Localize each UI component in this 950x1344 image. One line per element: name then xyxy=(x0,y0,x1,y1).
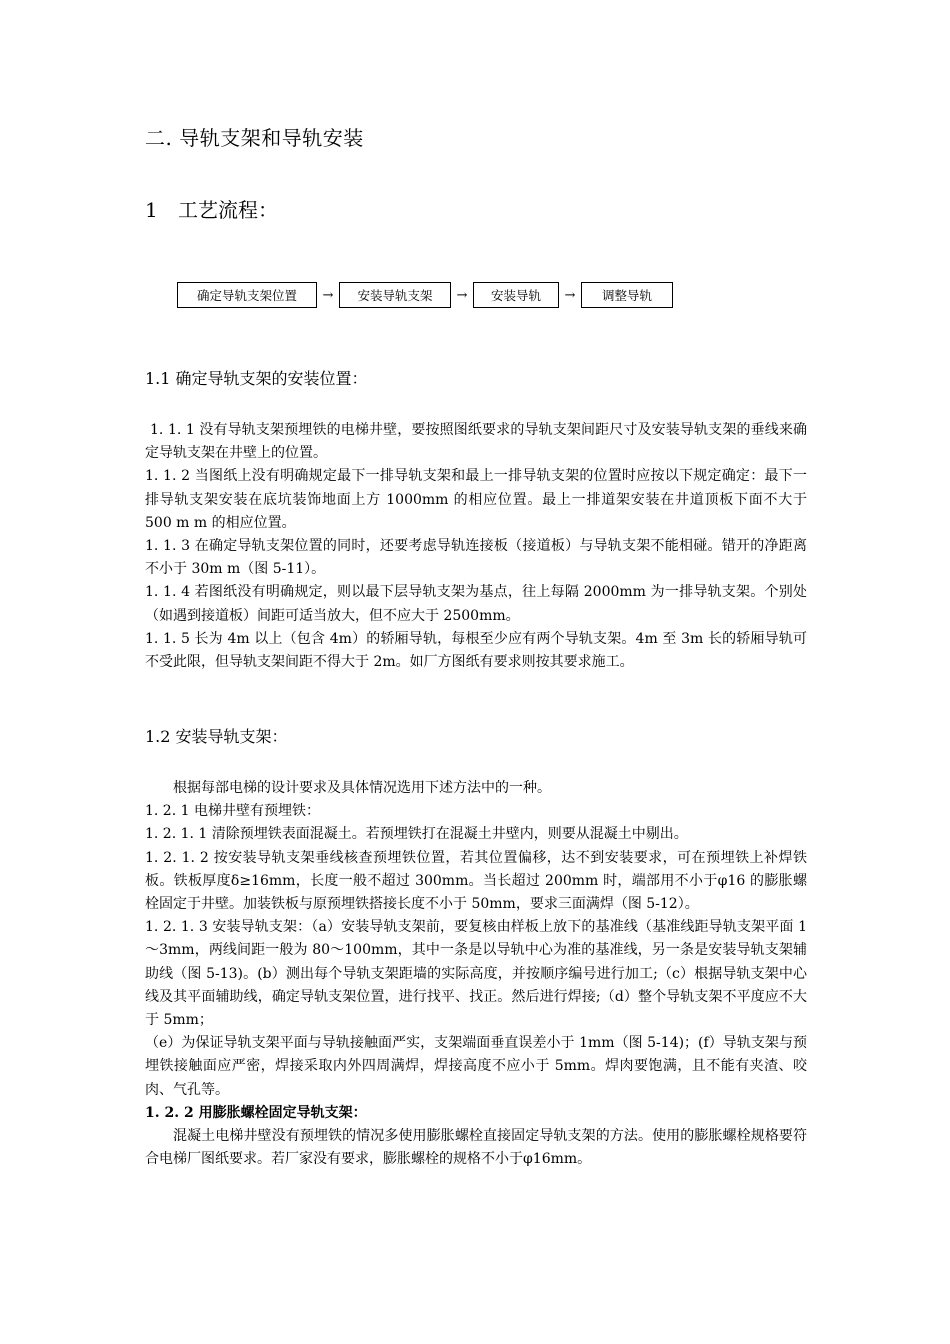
paragraph-1-1-4: 1. 1. 4 若图纸没有明确规定，则以最下层导轨支架为基点，往上每隔 2000mm 为一排导轨支架。个别处（如遇到接道板）间距可适当放大，但不应大于 2500mm。 xyxy=(145,584,807,624)
flow-arrow-3: → xyxy=(564,287,576,303)
flow-step-1: 确定导轨支架位置 xyxy=(177,282,317,308)
subsection-title xyxy=(145,194,278,223)
paragraph-1-1-3: 1. 1. 3 在确定导轨支架位置的同时，还要考虑导轨连接板（接道板）与导轨支架不能相碰。错开的净距离不小于 30m m（图 5-11）。 xyxy=(145,538,807,578)
heading-1-2: 1.2 安装导轨支架： xyxy=(145,727,288,746)
paragraph-1-1-5: 1. 1. 5 长为 4m 以上（包含 4m）的轿厢导轨，每根至少应有两个导轨支架。4m 至 3m 长的轿厢导轨可不受此限，但导轨支架间距不得大于 2m。如厂方图纸有要求则按其要求施工。 xyxy=(145,630,807,671)
paragraph-1-2-1-3-e: （e）为保证导轨支架平面与导轨接触面严实，支架端面垂直误差小于 1mm（图 5-14)；(f）导轨支架与预埋铁接触面应严密，焊接采取内外四周满焊，焊接高度不应小于 5mm。焊肉要饱满，且不能有夹渣、咬肉、气孔等。 xyxy=(145,1035,807,1098)
section-title: 二. 导轨支架和导轨安装 xyxy=(145,126,364,150)
paragraph-1-1-2: 1. 1. 2 当图纸上没有明确规定最下一排导轨支架和最上一排导轨支架的位置时应按以下规定确定：最下一排导轨支架安装在底坑装饰地面上方 1000mm 的相应位置。最上一排道架安装在井道顶板下面不大于 500 m m 的相应位置。 xyxy=(145,468,807,531)
process-flowchart xyxy=(177,282,673,308)
paragraph-1-2-1-2: 1. 2. 1. 2 按安装导轨支架垂线核查预埋铁位置，若其位置偏移，达不到安装要求，可在预埋铁上补焊铁板。铁板厚度δ≥16mm，长度一般不超过 300mm。当长超过 200mm 时，端部用不小于φ16 的膨胀螺栓固定于井壁。加装铁板与原预埋铁搭接长度不小于 50mm，要求三面满焊（图 5-12）。 xyxy=(145,849,807,913)
paragraph-1-2-intro: 根据每部电梯的设计要求及具体情况选用下述方法中的一种。 xyxy=(173,780,551,796)
section-1-2-body xyxy=(145,777,807,1171)
paragraph-1-2-1-1: 1. 2. 1. 1 清除预埋铁表面混凝土。若预埋铁打在混凝土井壁内，则要从混凝土中剔出。 xyxy=(145,826,688,843)
paragraph-1-2-1: 1. 2. 1 电梯井壁有预埋铁： xyxy=(145,803,320,820)
heading-1-1: 1.1 确定导轨支架的安装位置： xyxy=(145,369,368,388)
paragraph-1-2-2-body: 混凝土电梯井壁没有预埋铁的情况多使用膨胀螺栓直接固定导轨支架的方法。使用的膨胀螺栓规格要符合电梯厂图纸要求。若厂家没有要求，膨胀螺栓的规格不小于φ16mm。 xyxy=(145,1128,807,1168)
flow-arrow-1: → xyxy=(322,287,334,303)
flow-step-2: 安装导轨支架 xyxy=(339,282,451,308)
subsection-title-text: 工艺流程： xyxy=(178,198,278,222)
subsection-number: 1 xyxy=(145,198,158,222)
flow-arrow-2: → xyxy=(456,287,468,303)
flow-step-4: 调整导轨 xyxy=(581,282,673,308)
paragraph-1-2-2: 1. 2. 2 用膨胀螺栓固定导轨支架： xyxy=(145,1104,367,1121)
paragraph-1-2-1-3: 1. 2. 1. 3 安装导轨支架：（a）安装导轨支架前，要复核由样板上放下的基准线（基准线距导轨支架平面 1～3mm，两线间距一般为 80～100mm，其中一条是以导轨中心为准的基准线，另一条是安装导轨支架辅助线（图 5-13)。(b）测出每个导轨支架距墙的实际高度，并按顺序编号进行加工;（c）根据导轨支架中心线及其平面辅助线，确定导轨支架位置，进行找平、找正。然后进行焊接;（d）整个导轨支架不平度应不大于 5mm； xyxy=(145,919,807,1029)
flow-step-3: 安装导轨 xyxy=(473,282,559,308)
section-1-1-body xyxy=(145,419,807,674)
paragraph-1-1-1: 1. 1. 1 没有导轨支架预埋铁的电梯井壁，要按照图纸要求的导轨支架间距尺寸及安装导轨支架的垂线来确定导轨支架在井壁上的位置。 xyxy=(145,422,807,462)
